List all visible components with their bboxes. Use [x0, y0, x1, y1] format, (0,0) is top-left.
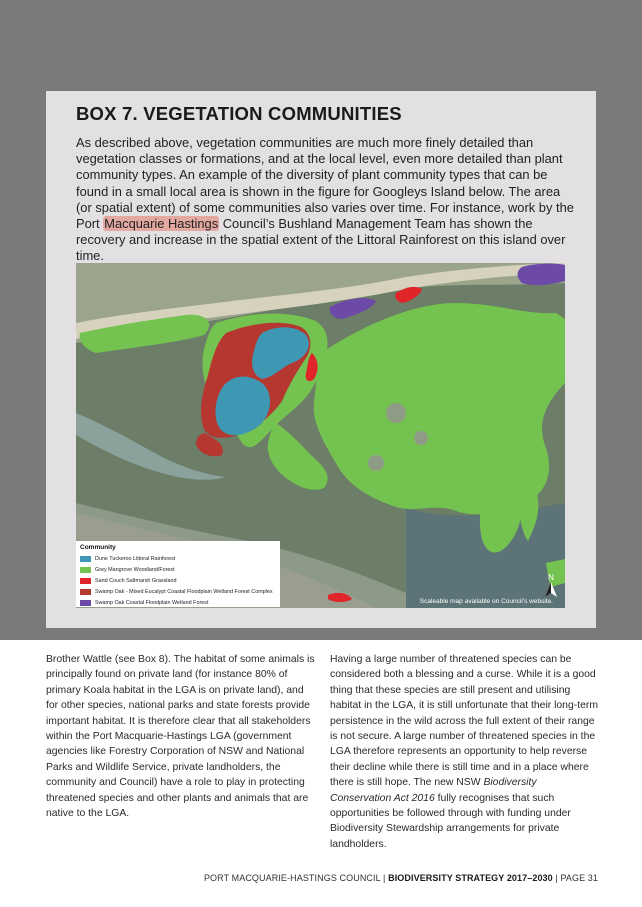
- legend-item: [80, 586, 276, 597]
- legend-item: [80, 564, 276, 575]
- legend-swatch: [80, 600, 91, 606]
- legend-swatch: [80, 578, 91, 584]
- footer-separator: |: [383, 873, 386, 883]
- footer-page-number: PAGE 31: [560, 873, 598, 883]
- box-intro-paragraph: [76, 135, 576, 265]
- page-footer: [0, 873, 598, 883]
- footer-document-title: BIODIVERSITY STRATEGY 2017–2030: [388, 873, 553, 883]
- legend-item: [80, 553, 276, 564]
- footer-separator: |: [555, 873, 558, 883]
- legend-label: Swamp Oak - Mixed Eucalypt Coastal Floodplain Wetland Forest Complex: [95, 588, 273, 595]
- highlighted-text: Macquarie Hastings: [104, 216, 219, 232]
- right-text-end: fully recognises that such opportunities be followed through with funding under Biodiversity Stewardship arrangements for private landholders.: [330, 792, 571, 850]
- intro-text-end: Council’s Bushland Management Team has shown the recovery and increase in the spatial extent of the Littoral Rainforest on this island over time.: [76, 216, 566, 264]
- legend-label: Swamp Oak Coastal Floodplain Wetland Forest: [95, 599, 209, 606]
- box-7-panel: [46, 91, 596, 628]
- map-legend: [76, 541, 280, 607]
- legend-title: Community: [80, 544, 116, 551]
- north-label: N: [548, 573, 554, 582]
- act-title: Biodiversity Conservation Act 2016: [330, 777, 537, 804]
- body-text-left-column: Brother Wattle (see Box 8). The habitat of some animals is principally found on private land (for instance 80% of primary Koala habitat in the LGA is on private land), and for other species, national parks and state forests provide important habitat. It is therefore clear that all stakeholders within the Port Macquarie-Hastings LGA (government agencies like Forestry Corporation of NSW and National Parks and Wildlife Service, private landholders, the community and Council) have a role to play in protecting threatened species and other plants and animals that are native to the LGA.: [46, 654, 315, 820]
- body-text-right-column: [330, 652, 598, 852]
- legend-swatch: [80, 589, 91, 595]
- box-title: BOX 7. VEGETATION COMMUNITIES: [76, 103, 402, 124]
- right-text-start: Having a large number of threatened species can be considered both a blessing and a curse. While it is a good thing that these species are still present and utilising habitat in the LGA, it is still unfortunate that their long-term persistence in the wild across the full extent of their range is not secure. A large number of threatened species in the LGA therefore represents an opportunity to help reverse their decline while there is still time and in a place where there is still hope. The new NSW: [330, 654, 598, 789]
- legend-label: Grey Mangrove Woodland/Forest: [95, 566, 175, 573]
- legend-swatch: [80, 556, 91, 562]
- googleys-island-vegetation-map: [76, 263, 565, 608]
- footer-org: PORT MACQUARIE-HASTINGS COUNCIL: [203, 873, 381, 883]
- legend-label: Dune Tuckeroo Littoral Rainforest: [95, 555, 176, 562]
- map-caption: Scaleable map available on Council’s website.: [419, 598, 553, 605]
- intro-text-start: As described above, vegetation communities are much more finely detailed than vegetation classes or formations, and at the local level, even more detailed than plant community types. An example of the diversity of plant community types that can be found in a small local area is shown in the figure for Googleys Island below. The area (or spatial extent) of some communities also varies over time. For instance, work by the Port: [76, 135, 574, 232]
- legend-label: Sand Couch Saltmarsh Grassland: [95, 577, 177, 584]
- legend-item: [80, 575, 276, 586]
- north-arrow-icon: [543, 572, 559, 598]
- legend-swatch: [80, 567, 91, 573]
- legend-item: [80, 597, 276, 608]
